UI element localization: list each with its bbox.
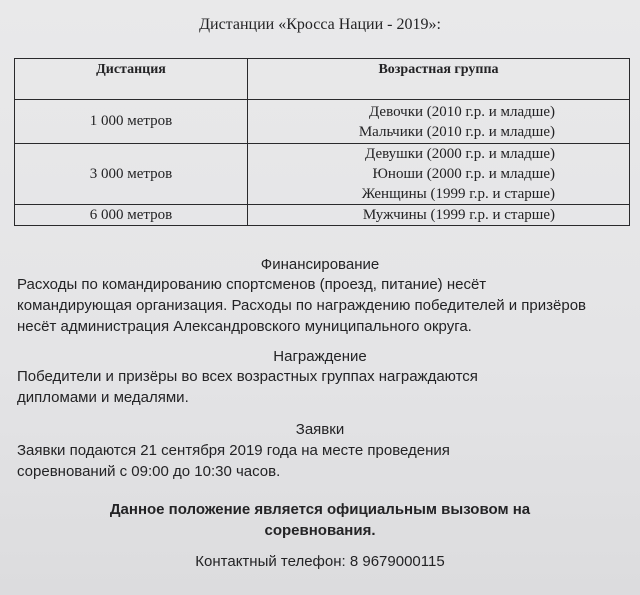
awarding-text: Победители и призёры во всех возрастных группах награждаются дипломами и медалями.	[17, 368, 478, 406]
header-age-group: Возрастная группа	[248, 59, 630, 100]
table-row	[15, 100, 630, 144]
financing-text: Расходы по командированию спортсменов (проезд, питание) несёт командирующая организация. Расходы по награждению победителей и призёров несёт администрация Александровского муниципального округа.	[17, 276, 587, 335]
distance-cell: 1 000 метров	[15, 100, 248, 144]
distance-cell: 6 000 метров	[15, 205, 248, 226]
applications-heading: Заявки	[295, 421, 345, 438]
table-row	[15, 205, 630, 226]
contact-phone: Контактный телефон: 8 9679000115	[195, 553, 445, 570]
age-group-line: Девушки (2000 г.р. и младше)	[365, 146, 555, 162]
table-header-row	[15, 59, 630, 100]
age-group-line: Юноши (2000 г.р. и младше)	[372, 166, 555, 182]
distances-table	[14, 58, 630, 226]
financing-heading: Финансирование	[260, 256, 380, 273]
header-distance: Дистанция	[15, 59, 248, 100]
age-group-line: Женщины (1999 г.р. и старше)	[361, 186, 555, 202]
awarding-heading: Награждение	[273, 348, 367, 365]
age-group-line: Девочки (2010 г.р. и младше)	[369, 103, 555, 120]
distance-cell: 3 000 метров	[15, 144, 248, 205]
table-row	[15, 144, 630, 205]
applications-text: Заявки подаются 21 сентября 2019 года на месте проведения соревнований с 09:00 до 10:30 часов.	[17, 442, 450, 480]
age-group-line: Мальчики (2010 г.р. и младше)	[358, 123, 555, 140]
age-group-cell	[248, 100, 630, 144]
age-group-cell	[248, 144, 630, 205]
page-title: Дистанции «Кросса Нации - 2019»:	[199, 16, 441, 33]
age-group-line: Мужчины (1999 г.р. и старше)	[362, 207, 555, 223]
official-notice: Данное положение является официальным вызовом на соревнования.	[109, 501, 531, 539]
age-group-cell	[248, 205, 630, 226]
